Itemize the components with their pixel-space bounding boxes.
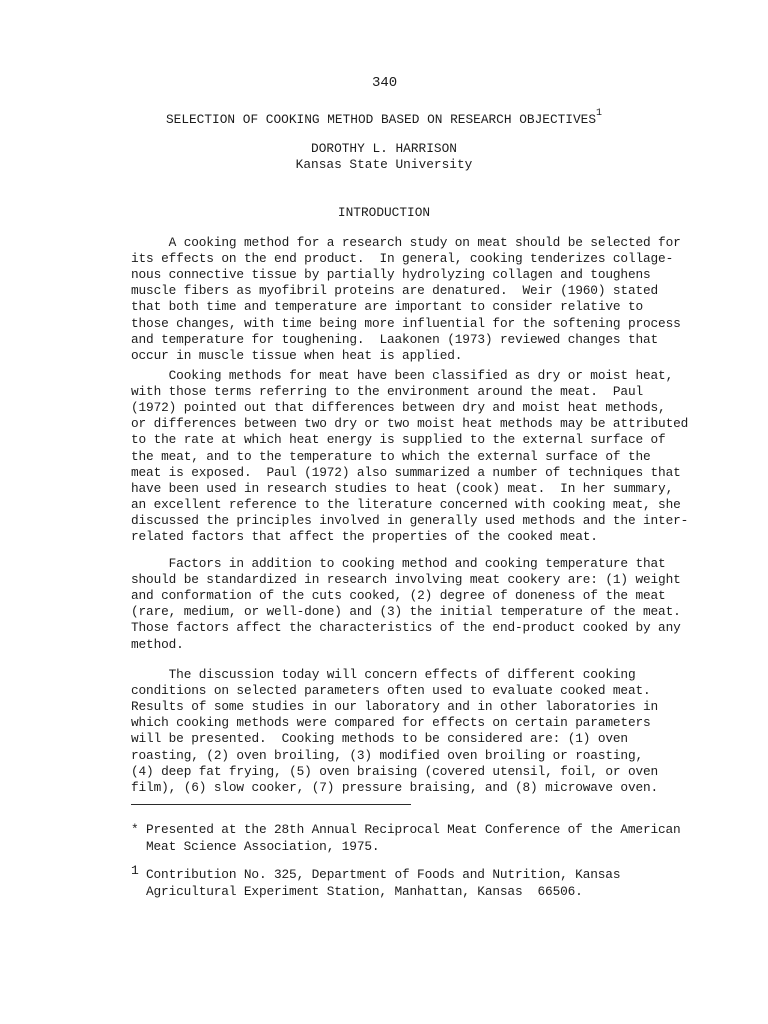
paragraph-line: The discussion today will concern effects of different cooking (131, 667, 636, 682)
title-footnote-marker: 1 (596, 108, 603, 119)
paragraph-line: (rare, medium, or well-done) and (3) the initial temperature of the meat. (131, 604, 681, 620)
paragraph-line: conditions on selected parameters often used to evaluate cooked meat. (131, 683, 651, 699)
paragraph-line: method. (131, 636, 184, 652)
section-heading: INTRODUCTION (337, 205, 431, 220)
paragraph-line: film), (6) slow cooker, (7) pressure braising, and (8) microwave oven. (131, 779, 659, 795)
paragraph-line: (4) deep fat frying, (5) oven braising (covered utensil, foil, or oven (131, 763, 659, 779)
paragraph-line: Those factors affect the characteristics of the end-product cooked by any (131, 620, 681, 636)
paragraph-line: an excellent reference to the literature concerned with cooking meat, she (131, 496, 681, 512)
paragraph-line: Factors in addition to cooking method and cooking temperature that (131, 556, 666, 571)
paragraph-line: or differences between two dry or two moist heat methods may be attributed (131, 416, 689, 432)
footnote-line: Contribution No. 325, Department of Foods and Nutrition, Kansas (146, 867, 621, 882)
paragraph-line: Cooking methods for meat have been classified as dry or moist heat, (131, 368, 674, 383)
paragraph-line: discussed the principles involved in generally used methods and the inter- (131, 512, 689, 528)
paragraph-line: those changes, with time being more influential for the softening process (131, 315, 681, 331)
paragraph-line: occur in muscle tissue when heat is applied. (131, 347, 463, 363)
author-affiliation: Kansas State University (295, 157, 473, 172)
paragraph-line: (1972) pointed out that differences between dry and moist heat methods, (131, 400, 666, 416)
paragraph-line: Results of some studies in our laboratory and in other laboratories in (131, 699, 659, 715)
paragraph-line: its effects on the end product. In general, cooking tenderizes collage- (131, 251, 674, 267)
paragraph-line: will be presented. Cooking methods to be considered are: (1) oven (131, 731, 628, 747)
paragraph-line: and conformation of the cuts cooked, (2) degree of doneness of the meat (131, 588, 666, 604)
paragraph-line: meat is exposed. Paul (1972) also summarized a number of techniques that (131, 464, 681, 480)
paragraph-line: that both time and temperature are important to consider relative to (131, 299, 643, 315)
paragraph-line: which cooking methods were compared for effects on certain parameters (131, 715, 651, 731)
footnote-line: Presented at the 28th Annual Reciprocal Meat Conference of the American (146, 822, 681, 837)
paragraph-line: should be standardized in research involving meat cookery are: (1) weight (131, 572, 681, 588)
paragraph-line: with those terms referring to the environment around the meat. Paul (131, 384, 643, 400)
paragraph-line: have been used in research studies to heat (cook) meat. In her summary, (131, 480, 674, 496)
footnote-line: Agricultural Experiment Station, Manhattan, Kansas 66506. (146, 883, 583, 899)
paper-title (0, 108, 768, 127)
paragraph-line: muscle fibers as myofibril proteins are denatured. Weir (1960) stated (131, 283, 659, 299)
paragraph-line: related factors that affect the properties of the cooked meat. (131, 529, 598, 544)
paper-title-text: SELECTION OF COOKING METHOD BASED ON RESEARCH OBJECTIVES (165, 112, 597, 127)
footnote-marker: 1 (131, 863, 139, 878)
paragraph-line: the meat, and to the temperature to which the external surface of the (131, 448, 651, 464)
footnote-line: Meat Science Association, 1975. (146, 838, 380, 854)
paragraph-line: nous connective tissue by partially hydrolyzing collagen and toughens (131, 267, 651, 283)
author-name: DOROTHY L. HARRISON (311, 141, 457, 156)
footnote-marker: * (131, 822, 139, 837)
paragraph-line: and temperature for toughening. Laakonen (1973) reviewed changes that (131, 331, 659, 347)
paragraph-line: to the rate at which heat energy is supplied to the external surface of (131, 432, 666, 448)
footnote-divider (131, 804, 411, 805)
paragraph-line: roasting, (2) oven broiling, (3) modified oven broiling or roasting, (131, 747, 643, 763)
paragraph-line: A cooking method for a research study on meat should be selected for (131, 235, 681, 250)
page-number: 340 (372, 75, 398, 91)
